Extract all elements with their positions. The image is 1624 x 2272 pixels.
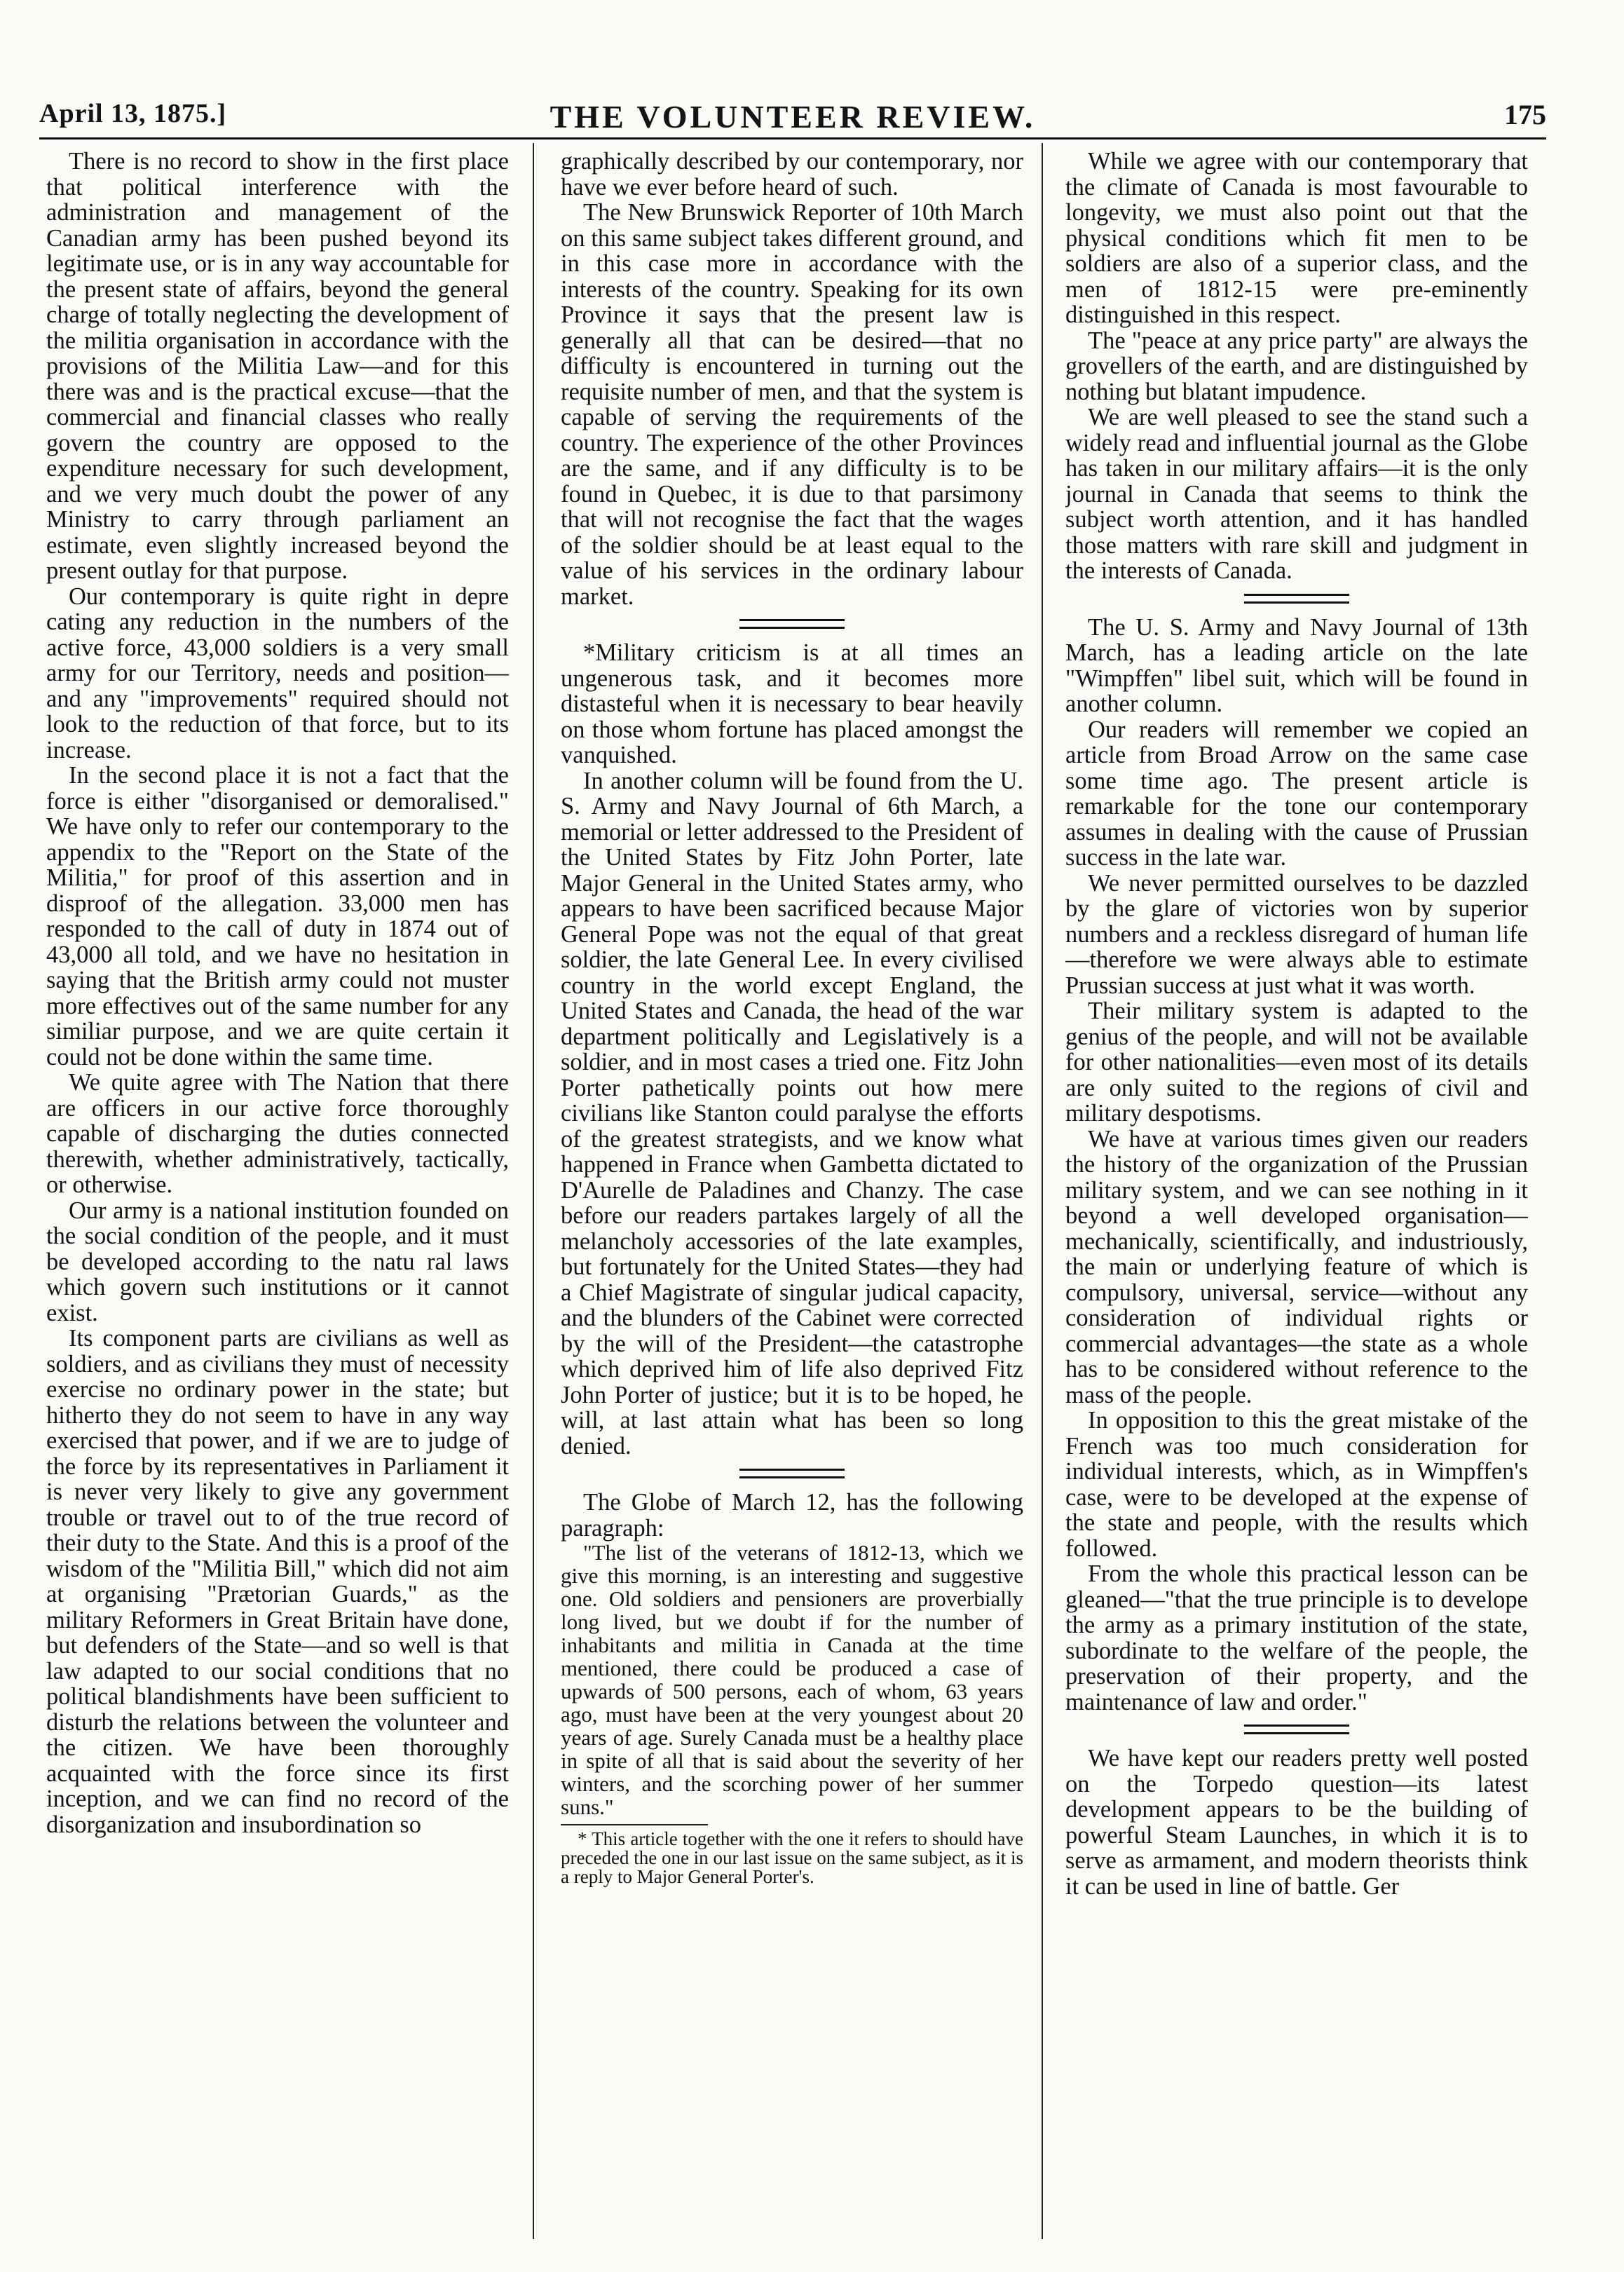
paragraph: The "peace at any price party" are always the grovellers of the earth, and are distinguished by nothing but blatant impudence. <box>1065 327 1528 405</box>
paragraph: From the whole this practical lesson can be gleaned—"that the true principle is to develope the army as a primary institution of the state, subordinate to the welfare of the people, the preservation of their property, and the maintenance of law and order." <box>1065 1560 1528 1715</box>
paragraph: We quite agree with The Nation that there are officers in our active force thoroughly capable of discharging the duties connected therewith, whether administratively, tactically, or otherwise. <box>46 1069 509 1198</box>
paragraph: We are well pleased to see the stand such a widely read and influential journal as the Globe has taken in our military affairs—it is the only journal in Canada that seems to think the subject worth attention, and it has handled those matters with rare skill and judgment in the interests of Canada. <box>1065 404 1528 584</box>
page-header <box>39 98 1546 140</box>
paragraph: We have at various times given our readers the history of the organization of the Prussian military system, and we can see nothing in it beyond a well developed organisation—mechanically, scientifically, and industriously, the main or underlying feature of which is compulsory, universal, service—without any consideration of individual rights or commercial advantages—the state as a whole has to be considered without reference to the mass of the people. <box>1065 1125 1528 1408</box>
block-quote: "The list of the veterans of 1812-13, which we give this morning, is an interesting and suggestive one. Old soldiers and pensioners are proverbially long lived, but we doubt if for the number of inhabitants and militia in Canada at the time mentioned, there could be produced a case of upwards of 500 persons, each of whom, 63 years ago, must have been at the very youngest about 20 years of age. Surely Canada must be a healthy place in spite of all that is said about the severity of her winters, and the scorching power of her summer suns." <box>561 1540 1023 1819</box>
paragraph: The New Brunswick Reporter of 10th March on this same subject takes different ground, and in this case more in accordance with the interests of the country. Speaking for its own Province it says that the present law is generally all that can be desired—that no difficulty is encountered in turning out the requisite number of men, and that the system is capable of serving the requirements of the country. The experience of the other Provinces are the same, and if any difficulty is to be found in Quebec, it is due to that parsimony that will not recognise the fact that the wages of the soldier should be at least equal to the value of his services in the ordinary labour market. <box>561 199 1023 610</box>
paragraph: In opposition to this the great mistake of the French was too much consideration for individual interests, which, as in Wimpffen's case, were to be developed at the expense of the state and people, with the results which followed. <box>1065 1407 1528 1562</box>
section-separator <box>1244 594 1349 604</box>
column-divider-1 <box>533 143 534 2239</box>
paragraph: graphically described by our contemporary, nor have we ever before heard of such. <box>561 149 1023 200</box>
paragraph: We never permitted ourselves to be dazzled by the glare of victories won by superior numbers and a reckless disregard of human life—therefore we were always able to estimate Prussian success at just what it was worth. <box>1065 869 1528 999</box>
paragraph: The Globe of March 12, has the following paragraph: <box>561 1489 1023 1542</box>
column-1 <box>46 149 509 2245</box>
page-number: 175 <box>1504 99 1546 130</box>
paragraph: We have kept our readers pretty well posted on the Torpedo question—its latest development appears to be the building of powerful Steam Launches, in which it is to serve as armament, and modern theorists think it can be used in line of battle. Ger <box>1065 1745 1528 1900</box>
paragraph: Its component parts are civilians as well as soldiers, and as civilians they must of necessity exercise no ordinary power in the state; but hitherto they do not seem to have in any way exercised that power, and if we are to judge of the force by its representatives in Parliament it is never very likely to give any government trouble or travel out to of the true record of their duty to the State. And this is a proof of the wisdom of the "Militia Bill," which did not aim at organising "Prætorian Guards," as the military Reformers in Great Britain have done, but defenders of the State—and so well is that law adapted to our social conditions that no political blandishments have been sufficient to disturb the relations between the volunteer and the citizen. We have been thoroughly acquainted with the force since its first inception, and we can find no record of the disorganization and insubordination so <box>46 1325 509 1838</box>
column-divider-2 <box>1042 143 1043 2239</box>
paragraph: In the second place it is not a fact that the force is either "disorganised or demoralised." We have only to refer our contemporary to the appendix to the "Report on the State of the Militia," for proof of this assertion and in disproof of the allegation. 33,000 men has responded to the call of duty in 1874 out of 43,000 all told, and we have no hesitation in saying that the British army could not muster more effectives out of the same number for any similiar purpose, and we are quite certain it could not be done within the same time. <box>46 762 509 1070</box>
paragraph: While we agree with our contemporary that the climate of Canada is most favourable to longevity, we must also point out that the physical conditions which fit men to be soldiers are also of a superior class, and the men of 1812-15 were pre-eminently distinguished in this respect. <box>1065 149 1528 328</box>
paragraph: Our army is a national institution founded on the social condition of the people, and it must be developed according to the natu ral laws which govern such institutions or it cannot exist. <box>46 1197 509 1326</box>
paragraph: The U. S. Army and Navy Journal of 13th March, has a leading article on the late "Wimpffen" libel suit, which will be found in another column. <box>1065 613 1528 717</box>
paragraph: *Military criticism is at all times an ungenerous task, and it becomes more distasteful when it is necessary to bear heavily on those whom fortune has placed amongst the vanquished. <box>561 639 1023 768</box>
footnote-rule <box>561 1824 708 1825</box>
paragraph: Their military system is adapted to the genius of the people, and will not be available for other nationalities—even most of its details are only suited to the regions of civil and military despotisms. <box>1065 998 1528 1127</box>
issue-date: April 13, 1875.] <box>39 99 227 128</box>
paragraph: In another column will be found from the U. S. Army and Navy Journal of 6th March, a memorial or letter addressed to the President of the United States by Fitz John Porter, late Major General in the United States army, who appears to have been sacrificed because Major General Pope was not the equal of that great soldier, the late General Lee. In every civilised country in the world except England, the United States and Canada, the head of the war department politically and Legislatively is a soldier, and in most cases a tried one. Fitz John Porter pathetically points out how mere civilians like Stanton could paralyse the efforts of the greatest strategists, and we know what happened in France when Gambetta dictated to D'Aurelle de Paladines and Chanzy. The case before our readers partakes largely of all the melancholy accessories of the late examples, but fortunately for the United States—they had a Chief Magistrate of singular judical capacity, and the blunders of the Cabinet were corrected by the will of the President—the catastrophe which deprived him of life also deprived Fitz John Porter of justice; but it is to be hoped, he will, at last attain what has been so long denied. <box>561 767 1023 1460</box>
publication-title: THE VOLUNTEER REVIEW. <box>550 99 1036 135</box>
section-separator <box>739 619 845 629</box>
section-separator <box>739 1469 845 1478</box>
section-separator <box>1244 1725 1349 1734</box>
paragraph: Our readers will remember we copied an article from Broad Arrow on the same case some time ago. The present article is remarkable for the tone our contemporary assumes in dealing with the cause of Prussian success in the late war. <box>1065 716 1528 871</box>
footnote: * This article together with the one it refers to should have preceded the one in our last issue on the same subject, as it is a reply to Major General Porter's. <box>561 1828 1023 1887</box>
paragraph: Our contemporary is quite right in depre cating any reduction in the numbers of the active force, 43,000 soldiers is a very small army for our Territory, needs and position—and any "improvements" required should not look to the reduction of that force, but to its increase. <box>46 583 509 763</box>
column-3 <box>1065 149 1528 2245</box>
header-rule <box>39 137 1546 140</box>
column-2 <box>561 149 1023 2245</box>
paragraph: There is no record to show in the first place that political interference with the administration and management of the Canadian army has been pushed beyond its legitimate use, or is in any way accountable for the present state of affairs, beyond the general charge of totally neglecting the development of the militia organisation in accordance with the provisions of the Militia Law—and for this there was and is the practical excuse—that the commercial and financial classes who really govern the country are opposed to the expenditure necessary for such development, and we very much doubt the power of any Ministry to carry through parliament an estimate, even slightly increased beyond the present outlay for that purpose. <box>46 149 509 584</box>
